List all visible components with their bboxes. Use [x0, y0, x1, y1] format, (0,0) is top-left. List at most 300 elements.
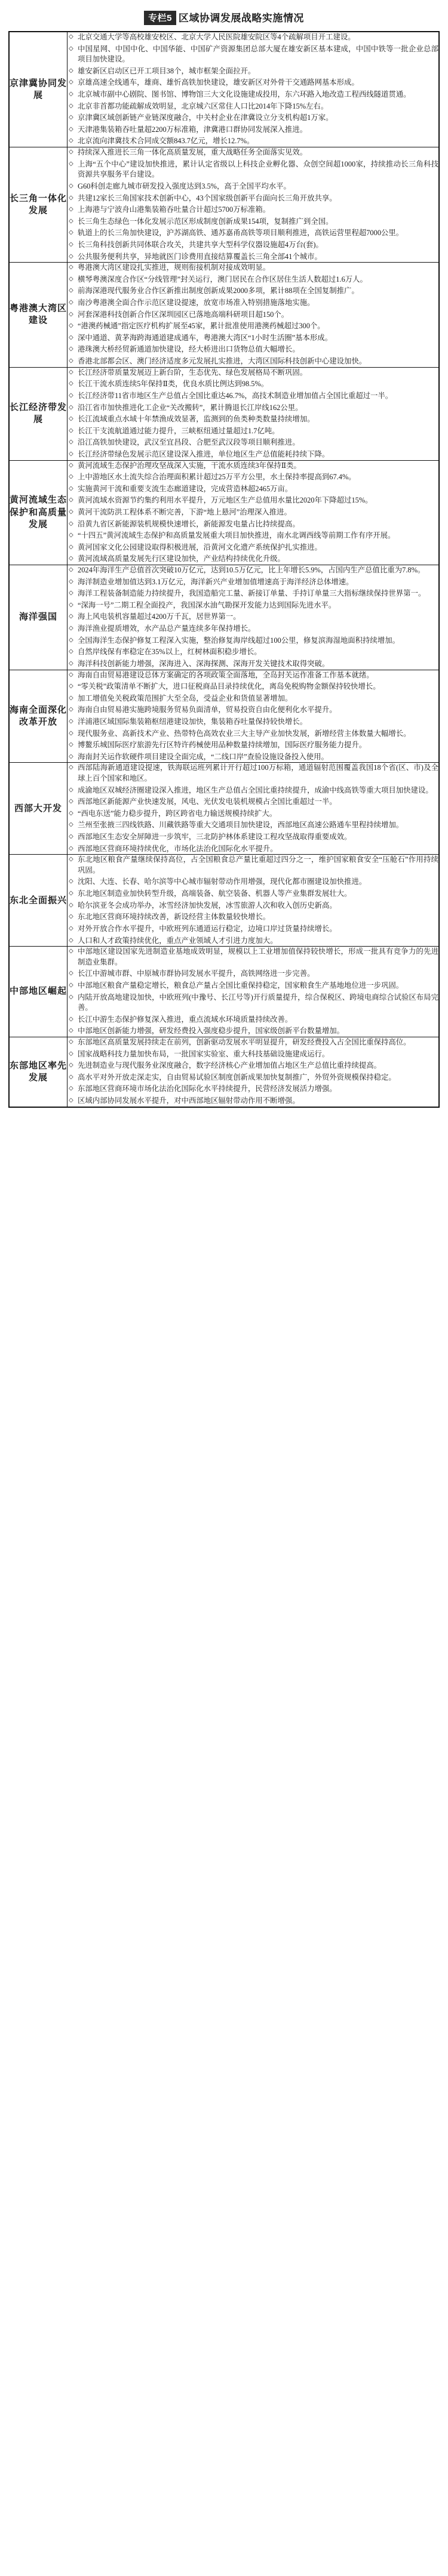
- item-text: 南沙粤港澳全面合作示范区建设提速，放宽市场准入特别措施落地实施。: [78, 298, 315, 307]
- bullet-icon: ◇: [69, 160, 73, 167]
- list-item: [67, 507, 438, 518]
- title-text: 区域协调发展战略实施情况: [178, 13, 304, 24]
- item-text: 实施黄河干流和重要支流生态廊道建设，完成营造林超2465万亩。: [78, 484, 293, 493]
- item-text: 海南自由贸易港实施跨境服务贸易负面清单，贸易投资自由化便利化水平提升。: [78, 705, 337, 714]
- category-content: [67, 947, 440, 1037]
- item-text: 长江流域重点水域十年禁渔成效显著，监测到的鱼类种类数量持续增加。: [78, 415, 315, 424]
- bullet-icon: ◇: [69, 33, 73, 40]
- bullet-icon: ◇: [69, 648, 73, 655]
- bullet-icon: ◇: [69, 741, 73, 748]
- item-text: G60科创走廊九城市研发投入强度达到3.5%，高于全国平均水平。: [78, 181, 291, 190]
- category-label: 海洋强国: [9, 565, 67, 670]
- list-item: [67, 924, 438, 935]
- category-content: [67, 855, 440, 947]
- bullet-icon: ◇: [69, 264, 73, 271]
- item-text: 长江经济带质量发展迈上新台阶，生态优先、绿色发展格局不断巩固。: [78, 368, 308, 377]
- bullet-icon: ◇: [69, 1015, 73, 1022]
- list-item: [67, 125, 438, 135]
- list-item: [67, 495, 438, 506]
- bullet-icon: ◇: [69, 694, 73, 701]
- list-item: [67, 449, 438, 460]
- item-text: 国家战略科技力量加快布局，一批国家实验室、重大科技基础设施建成运行。: [78, 1049, 330, 1058]
- bullet-icon: ◇: [69, 625, 73, 632]
- table-row: [9, 565, 439, 670]
- bullet-icon: ◇: [69, 45, 73, 52]
- list-item: [67, 159, 438, 180]
- list-item: [67, 461, 438, 472]
- bullet-icon: ◇: [69, 137, 73, 144]
- bullet-icon: ◇: [69, 194, 73, 201]
- bullet-icon: ◇: [69, 79, 73, 86]
- bullet-icon: ◇: [69, 1085, 73, 1092]
- bullet-icon: ◇: [69, 461, 73, 469]
- category-label: 长江经济带发展: [9, 367, 67, 460]
- item-text: 海洋渔业提质增效，水产品总产量连续多年保持增长。: [78, 624, 256, 633]
- bullet-icon: ◇: [69, 102, 73, 109]
- bullet-icon: ◇: [69, 1073, 73, 1080]
- list-item: [67, 809, 438, 819]
- bullet-icon: ◇: [69, 485, 73, 492]
- category-label: 京津冀协同发展: [9, 32, 67, 147]
- bullet-icon: ◇: [69, 798, 73, 805]
- table-row: [9, 1037, 439, 1107]
- list-item: [67, 1084, 438, 1095]
- bullet-icon: ◇: [69, 890, 73, 897]
- list-item: [67, 310, 438, 321]
- list-item: [67, 193, 438, 204]
- item-text: 长江干流水质连续5年保持Ⅱ类，优良水质比例达到98.5%。: [78, 380, 269, 389]
- item-text: 成渝地区双城经济圈建设深入推进，地区生产总值占全国比重持续提升，成渝中线高铁等重大项目加快建设。: [78, 785, 433, 794]
- bullet-icon: ◇: [69, 415, 73, 423]
- item-text: 中部地区创新能力增强，研发经费投入强度稳步提升，国家级创新平台数量增加。: [78, 1027, 345, 1036]
- table-row: [9, 32, 439, 147]
- bullet-icon: ◇: [69, 1027, 73, 1034]
- page-title: [8, 10, 440, 25]
- list-item: [67, 344, 438, 355]
- bullet-icon: ◇: [69, 753, 73, 760]
- list-item: [67, 426, 438, 437]
- item-list: [67, 147, 438, 262]
- bullet-icon: ◇: [69, 334, 73, 341]
- item-text: 海上风电装机容量超过4200万千瓦，居世界第一。: [78, 612, 241, 621]
- item-text: 粤港澳大湾区建设扎实推进，规则衔接机制对接成效明显。: [78, 263, 271, 272]
- list-item: [67, 1049, 438, 1060]
- bullet-icon: ◇: [69, 520, 73, 527]
- item-text: 轨道上的长三角加快建设，沪苏湖高铁、通苏嘉甬高铁等项目顺利推进，高铁运营里程超7000公里。: [78, 229, 404, 238]
- item-text: 现代服务业、高新技术产业、热带特色高效农业三大主导产业加快发展，新增经营主体数量大幅增长。: [78, 729, 411, 738]
- bullet-icon: ◇: [69, 182, 73, 189]
- item-list: [67, 32, 438, 147]
- bullet-icon: ◇: [69, 786, 73, 793]
- bullet-icon: ◇: [69, 299, 73, 306]
- bullet-icon: ◇: [69, 149, 73, 156]
- item-text: 博鳌乐城国际医疗旅游先行区特许药械使用品种数量持续增加，国际医疗服务能力提升。: [78, 741, 367, 750]
- bullet-icon: ◇: [69, 508, 73, 515]
- item-text: 深中通道、黄茅海跨海通道建成通车，粤港澳大湾区“1小时生活圈”基本形成。: [78, 333, 333, 342]
- list-item: [67, 740, 438, 751]
- bullet-icon: ◇: [69, 1050, 73, 1057]
- item-text: 长江经济带11省市地区生产总值占全国比重达46.7%，高技术制造业增加值占全国比重超过一半。: [78, 391, 393, 400]
- bullet-icon: ◇: [69, 346, 73, 353]
- bullet-icon: ◇: [69, 206, 73, 213]
- category-label: 中部地区崛起: [9, 947, 67, 1037]
- item-text: 沿江省市加快推进化工企业“关改搬转”，累计腾退长江岸线162公里。: [78, 403, 303, 412]
- list-item: [67, 379, 438, 390]
- list-item: [67, 729, 438, 739]
- bullet-icon: ◇: [69, 91, 73, 98]
- category-content: [67, 670, 440, 763]
- bullet-icon: ◇: [69, 380, 73, 387]
- category-content: [67, 1037, 440, 1107]
- item-text: “西电东送”能力稳步提升，跨区跨省电力输送规模持续扩大。: [78, 809, 277, 818]
- list-item: [67, 717, 438, 728]
- list-item: [67, 1026, 438, 1037]
- list-item: [67, 252, 438, 263]
- table-row: [9, 763, 439, 855]
- bullet-icon: ◇: [69, 427, 73, 434]
- list-item: [67, 228, 438, 239]
- bullet-icon: ◇: [69, 981, 73, 988]
- list-item: [67, 901, 438, 911]
- category-content: [67, 263, 440, 367]
- item-text: 西部地区营商环境持续优化，市场化法治化国际化水平提升。: [78, 844, 278, 853]
- item-text: 沿黄九省区新能源装机规模快速增长，新能源发电量占比持续提高。: [78, 519, 300, 528]
- item-text: 上海港与宁波舟山港集装箱吞吐量合计超过5700万标准箱。: [78, 205, 271, 214]
- bullet-icon: ◇: [69, 729, 73, 737]
- list-item: [67, 217, 438, 227]
- item-text: 西部地区生态安全屏障进一步筑牢，三北防护林体系建设工程攻坚战取得重要成效。: [78, 833, 352, 842]
- item-text: 长江中游生态保护修复深入推进，重点流域水环境质量持续改善。: [78, 1015, 293, 1024]
- item-text: 海洋制造业增加值达到3.1万亿元，海洋新兴产业增加值增速高于海洋经济总体增速。: [78, 577, 354, 586]
- item-text: 自然岸线保有率稳定在35%以上，红树林面积稳步增长。: [78, 648, 262, 657]
- bullet-icon: ◇: [69, 821, 73, 828]
- list-item: [67, 286, 438, 297]
- item-text: 长三角生态绿色一体化发展示范区形成制度创新成果154项，复制推广到全国。: [78, 217, 333, 226]
- list-item: [67, 636, 438, 646]
- bullet-icon: ◇: [69, 764, 73, 771]
- bullet-icon: ◇: [69, 403, 73, 411]
- category-label: 黄河流域生态保护和高质量发展: [9, 460, 67, 565]
- list-item: [67, 113, 438, 124]
- bullet-icon: ◇: [69, 241, 73, 248]
- item-text: “十四五”黄河流域生态保护和高质量发展重大项目加快推进，南水北调西线等前期工作有序开展。: [78, 531, 395, 540]
- bullet-icon: ◇: [69, 1039, 73, 1046]
- bullet-icon: ◇: [69, 287, 73, 294]
- category-content: [67, 460, 440, 565]
- item-text: 内陆开放高地建设加快，中欧班列(中豫号、长江号等)开行质量提升，综合保税区、跨境电商综合试验区布局完善。: [78, 993, 438, 1012]
- table-row: [9, 263, 439, 367]
- list-item: [67, 785, 438, 796]
- item-text: 共建12家长三角国家技术创新中心，43个国家级创新平台面向长三角开放共享。: [78, 193, 337, 202]
- item-list: [67, 947, 438, 1037]
- list-item: [67, 647, 438, 658]
- item-text: 中部地区粮食产量稳定增长，粮食总产量占全国比重保持稳定，国家粮食生产基地地位进一步巩固。: [78, 981, 404, 990]
- bullet-icon: ◇: [69, 845, 73, 852]
- item-list: [67, 763, 438, 854]
- item-text: 长江经济带绿色发展示范区建设深入推进，单位地区生产总值能耗持续下降。: [78, 449, 330, 458]
- list-item: [67, 682, 438, 692]
- item-text: 前海深港现代服务业合作区新推出制度创新成果2000多项，累计88项在全国复制推广。: [78, 286, 359, 295]
- bullet-icon: ◇: [69, 601, 73, 608]
- item-text: 西部地区新能源产业快速发展，风电、光伏发电装机规模占全国比重超过一半。: [78, 797, 337, 806]
- bullet-icon: ◇: [69, 450, 73, 457]
- list-item: [67, 1061, 438, 1071]
- item-text: 东部地区营商环境市场化法治化国际化水平持续提升，民营经济发展活力增强。: [78, 1084, 337, 1093]
- item-text: 兰州至张掖三四线铁路、川藏铁路等重大交通项目加快建设，西部地区高速公路通车里程持续增加。: [78, 821, 404, 830]
- table-row: [9, 947, 439, 1037]
- item-text: 雄安新区启动区已开工项目38个，城市框架全面拉开。: [78, 66, 256, 75]
- list-item: [67, 275, 438, 285]
- list-item: [67, 44, 438, 65]
- item-text: 西部陆海新通道建设提速，铁海联运班列累计开行超过100万标箱，通道辐射范围覆盖我国18个省(区、市)及全球上百个国家和地区。: [78, 763, 438, 782]
- table-row: [9, 460, 439, 565]
- item-text: 沈阳、大连、长春、哈尔滨等中心城市辐射带动作用增强，现代化都市圈建设加快推进。: [78, 877, 367, 886]
- item-text: 长江干支流航道通过能力提升，三峡枢纽通过量超过1.7亿吨。: [78, 426, 280, 435]
- table-row: [9, 147, 439, 263]
- bullet-icon: ◇: [69, 114, 73, 121]
- item-text: 黄河流域水资源节约集约利用水平提升，万元地区生产总值用水量比2020年下降超过15%。: [78, 496, 373, 505]
- bullet-icon: ◇: [69, 252, 73, 260]
- bullet-icon: ◇: [69, 856, 73, 863]
- bullet-icon: ◇: [69, 717, 73, 725]
- list-item: [67, 1015, 438, 1025]
- item-text: 长江中游城市群、中原城市群协同发展水平提升，高铁网络进一步完善。: [78, 969, 315, 978]
- bullet-icon: ◇: [69, 613, 73, 620]
- bullet-icon: ◇: [69, 683, 73, 690]
- bullet-icon: ◇: [69, 229, 73, 236]
- item-list: [67, 461, 438, 565]
- bullet-icon: ◇: [69, 833, 73, 840]
- list-item: [67, 588, 438, 599]
- item-text: 持续深入推进长三角一体化高质量发展，重大战略任务全面落实见效。: [78, 148, 308, 157]
- category-content: [67, 32, 440, 147]
- item-text: 东北地区粮食产量继续保持高位，占全国粮食总产量比重超过四分之一，维护国家粮食安全“压舱石”作用持续巩固。: [78, 855, 438, 874]
- list-item: [67, 391, 438, 402]
- item-text: 香港北部都会区、澳门经济适度多元发展扎实推进，大湾区国际科技创新中心建设加快。: [78, 357, 367, 366]
- list-item: [67, 78, 438, 88]
- list-item: [67, 472, 438, 483]
- bullet-icon: ◇: [69, 809, 73, 816]
- item-list: [67, 1037, 438, 1107]
- bullet-icon: ◇: [69, 878, 73, 885]
- list-item: [67, 912, 438, 923]
- item-text: 海南封关运作软硬件项目建设全面完成，“二线口岸”查验设施设备投入使用。: [78, 752, 329, 761]
- list-item: [67, 403, 438, 414]
- bullet-icon: ◇: [69, 671, 73, 678]
- item-text: 东部地区高质量发展持续走在前列，创新驱动发展水平明显提升，研发经费投入占全国比重保持高位。: [78, 1038, 411, 1047]
- list-item: [67, 484, 438, 495]
- list-item: [67, 705, 438, 716]
- list-item: [67, 356, 438, 367]
- item-text: 上海“五个中心”建设加快推进，累计认定省级以上科技企业孵化器、众创空间超1000家，持续推动长三角科技资源共享服务平台建设。: [78, 159, 438, 179]
- list-item: [67, 659, 438, 670]
- table-body: [9, 32, 439, 1107]
- item-text: 北京城市副中心剧院、图书馆、博物馆三大文化设施建成投用，东六环路入地改造工程西线隧道贯通。: [78, 90, 411, 99]
- document-page: [0, 0, 448, 1122]
- list-item: [67, 519, 438, 530]
- item-text: 人口和人才政策持续优化，重点产业领域人才引进力度加大。: [78, 936, 278, 945]
- bullet-icon: ◇: [69, 543, 73, 550]
- item-text: 中部地区建设国家先进制造业基地成效明显，规模以上工业增加值保持较快增长，形成一批具有竞争力的先进制造业集群。: [78, 947, 438, 966]
- item-text: 北京流向津冀技术合同成交额843.7亿元，增长12.7%。: [78, 137, 254, 146]
- item-text: 洋浦港区域国际集装箱枢纽港建设加快，集装箱吞吐量保持较快增长。: [78, 717, 308, 726]
- item-text: “港澳药械通”指定医疗机构扩展至45家，累计批准使用港澳药械超过300个。: [78, 322, 325, 331]
- category-label: 海南全面深化改革开放: [9, 670, 67, 763]
- list-item: [67, 66, 438, 77]
- bullet-icon: ◇: [69, 1097, 73, 1104]
- list-item: [67, 969, 438, 979]
- list-item: [67, 240, 438, 251]
- item-text: 河套深港科技创新合作区深圳园区已落地高端科研项目超150个。: [78, 310, 289, 319]
- list-item: [67, 889, 438, 899]
- item-text: 加工增值免关税政策范围扩大至全岛，受益企业和货值显著增加。: [78, 694, 293, 702]
- category-content: [67, 763, 440, 855]
- bullet-icon: ◇: [69, 555, 73, 562]
- bullet-icon: ◇: [69, 310, 73, 318]
- bullet-icon: ◇: [69, 497, 73, 504]
- bullet-icon: ◇: [69, 125, 73, 133]
- list-item: [67, 101, 438, 112]
- item-text: 京津冀区域创新链产业链深度融合，中关村企业在津冀设立分支机构超1万家。: [78, 113, 333, 122]
- category-label: 西部大开发: [9, 763, 67, 855]
- bullet-icon: ◇: [69, 1062, 73, 1069]
- list-item: [67, 844, 438, 855]
- item-text: 京雄高速全线通车，雄商、雄忻高铁加快建设，雄安新区对外骨干交通路网基本形成。: [78, 78, 359, 87]
- list-item: [67, 820, 438, 831]
- list-item: [67, 298, 438, 309]
- bullet-icon: ◇: [69, 993, 73, 1000]
- item-text: 海洋科技创新能力增强，深海进入、深海探测、深海开发关键技术取得突破。: [78, 659, 330, 668]
- item-text: 公共服务便利共享，异地就医门诊费用直接结算覆盖长三角全部41个城市。: [78, 252, 322, 261]
- category-label: 长三角一体化发展: [9, 147, 67, 263]
- list-item: [67, 531, 438, 541]
- bullet-icon: ◇: [69, 948, 73, 955]
- item-text: 北京交通大学等高校雄安校区、北京大学人民医院雄安院区等4个疏解项目开工建设。: [78, 33, 355, 41]
- item-text: 港珠澳大桥经贸新通道加快建设，经大桥进出口货物总值大幅增长。: [78, 345, 300, 354]
- item-list: [67, 368, 438, 460]
- list-item: [67, 936, 438, 947]
- list-item: [67, 32, 438, 43]
- item-list: [67, 565, 438, 669]
- bullet-icon: ◇: [69, 925, 73, 932]
- list-item: [67, 993, 438, 1013]
- bullet-icon: ◇: [69, 322, 73, 329]
- item-text: 对外开放合作水平提升，中欧班列东通道运行稳定，边境口岸过货量持续增长。: [78, 924, 337, 933]
- bullet-icon: ◇: [69, 706, 73, 713]
- item-text: 横琴粤澳深度合作区“分线管理”封关运行，澳门居民在合作区居住生活人数超过1.6万人。: [78, 275, 367, 284]
- item-text: 东北地区营商环境持续改善，新设经营主体数量较快增长。: [78, 913, 271, 922]
- list-item: [67, 763, 438, 784]
- bullet-icon: ◇: [69, 439, 73, 446]
- item-text: 上中游地区水土流失综合治理面积累计超过25万平方公里，水土保持率提高到67.4%。: [78, 473, 356, 482]
- item-text: 高水平对外开放走深走实，自由贸易试验区制度创新成果加快复制推广，外贸外资规模保持稳定。: [78, 1073, 396, 1081]
- item-text: 黄河流域高质量发展先行区建设加快，产业结构持续优化升级。: [78, 554, 285, 563]
- item-list: [67, 670, 438, 763]
- item-text: 2024年海洋生产总值首次突破10万亿元，达到10.5万亿元，比上年增长5.9%，占国内生产总值比重为7.8%。: [78, 566, 425, 575]
- list-item: [67, 554, 438, 565]
- category-label: 粤港澳大湾区建设: [9, 263, 67, 367]
- list-item: [67, 612, 438, 623]
- list-item: [67, 832, 438, 843]
- list-item: [67, 90, 438, 100]
- bullet-icon: ◇: [69, 358, 73, 365]
- list-item: [67, 577, 438, 588]
- bullet-icon: ◇: [69, 913, 73, 920]
- item-text: 天津港集装箱吞吐量超2200万标准箱，津冀港口群协同发展深入推进。: [78, 125, 308, 134]
- list-item: [67, 205, 438, 215]
- region-strategy-table: [8, 31, 440, 1108]
- list-item: [67, 855, 438, 876]
- category-content: [67, 367, 440, 460]
- bullet-icon: ◇: [69, 578, 73, 585]
- list-item: [67, 694, 438, 704]
- bullet-icon: ◇: [69, 67, 73, 74]
- bullet-icon: ◇: [69, 473, 73, 480]
- category-label: 东部地区率先发展: [9, 1037, 67, 1107]
- list-item: [67, 565, 438, 576]
- table-row: [9, 367, 439, 460]
- list-item: [67, 437, 438, 448]
- list-item: [67, 414, 438, 425]
- list-item: [67, 947, 438, 967]
- list-item: [67, 543, 438, 553]
- list-item: [67, 136, 438, 147]
- list-item: [67, 333, 438, 344]
- list-item: [67, 181, 438, 192]
- list-item: [67, 624, 438, 634]
- bullet-icon: ◇: [69, 636, 73, 643]
- item-text: 海洋工程装备制造能力持续提升，我国造船完工量、新接订单量、手持订单量三大指标继续保持世界第一。: [78, 589, 426, 598]
- bullet-icon: ◇: [69, 970, 73, 977]
- box-label: 专栏5: [144, 11, 176, 25]
- item-text: 哈尔滨亚冬会成功举办，冰雪经济加快发展，冰雪旅游人次和收入创历史新高。: [78, 901, 337, 910]
- bullet-icon: ◇: [69, 275, 73, 282]
- list-item: [67, 263, 438, 273]
- bullet-icon: ◇: [69, 566, 73, 574]
- item-list: [67, 263, 438, 366]
- bullet-icon: ◇: [69, 660, 73, 667]
- item-list: [67, 855, 438, 946]
- item-text: 先进制造业与现代服务业深度融合，数字经济核心产业增加值占地区生产总值比重持续提高。: [78, 1061, 382, 1070]
- list-item: [67, 147, 438, 158]
- item-text: 区域内部协同发展水平提升，对中西部地区辐射带动作用不断增强。: [78, 1096, 300, 1105]
- list-item: [67, 981, 438, 991]
- category-content: [67, 147, 440, 263]
- list-item: [67, 877, 438, 888]
- list-item: [67, 670, 438, 681]
- bullet-icon: ◇: [69, 217, 73, 224]
- item-text: 北京非首都功能疏解成效明显，北京城六区常住人口比2014年下降15%左右。: [78, 101, 329, 110]
- table-row: [9, 670, 439, 763]
- list-item: [67, 1037, 438, 1048]
- item-text: “深海一号”二期工程全面投产，我国深水油气勘探开发能力达到国际先进水平。: [78, 600, 336, 609]
- list-item: [67, 1096, 438, 1107]
- item-text: 黄河干流防洪工程体系不断完善，下游“地上悬河”治理深入推进。: [78, 507, 291, 516]
- item-text: 黄河流域生态保护治理攻坚战深入实施，干流水质连续3年保持Ⅱ类。: [78, 461, 301, 470]
- list-item: [67, 600, 438, 611]
- item-text: 海南自由贸易港建设总体方案确定的各项政策全面落地，全岛封关运作准备工作基本就绪。: [78, 670, 374, 679]
- item-text: 黄河国家文化公园建设取得积极进展，沿黄河文化遗产系统保护扎实推进。: [78, 543, 322, 551]
- table-row: [9, 855, 439, 947]
- bullet-icon: ◇: [69, 368, 73, 375]
- bullet-icon: ◇: [69, 532, 73, 539]
- item-text: 全国海洋生态保护修复工程深入实施，整治修复海岸线超过100公里，修复滨海湿地面积持续增加。: [78, 636, 400, 645]
- category-content: [67, 565, 440, 670]
- list-item: [67, 368, 438, 378]
- bullet-icon: ◇: [69, 590, 73, 597]
- list-item: [67, 752, 438, 763]
- item-text: 沿江高铁加快建设，武汉至宜昌段、合肥至武汉段等项目顺利推进。: [78, 438, 300, 447]
